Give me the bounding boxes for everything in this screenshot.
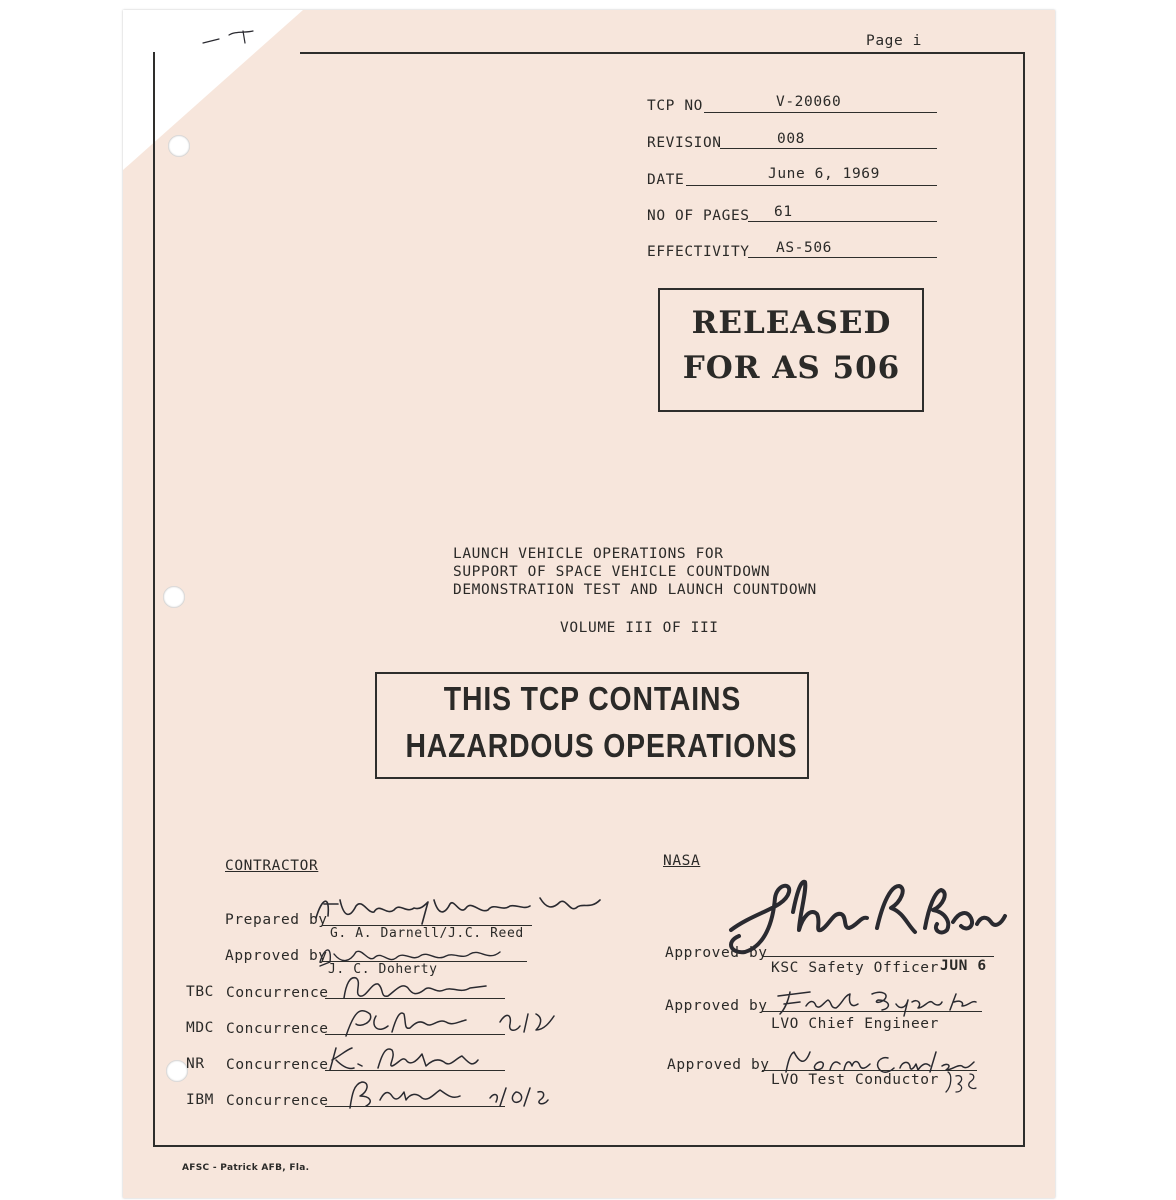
prepared-by-label: Prepared by (225, 912, 328, 928)
tcp-no-line (704, 112, 937, 113)
prepared-by-signature (310, 888, 610, 928)
page-number: Page i (866, 33, 922, 49)
effectivity-line (748, 257, 937, 258)
ksc-safety-signature (715, 872, 1015, 962)
date-label: DATE (647, 172, 685, 188)
revision-value: 008 (777, 131, 805, 147)
title-line-1: LAUNCH VEHICLE OPERATIONS FOR (453, 546, 724, 562)
approved-by-name: J. C. Doherty (328, 962, 438, 977)
safety-approved-label: Approved by (665, 945, 768, 961)
hazard-stamp-line1: THIS TCP CONTAINS (443, 680, 742, 717)
mdc-org: MDC (186, 1020, 214, 1036)
ibm-signature (340, 1074, 600, 1114)
chief-engineer-signature (770, 982, 990, 1016)
mdc-signature (340, 1002, 580, 1042)
released-stamp-line1: RELEASED (691, 305, 892, 341)
nasa-heading: NASA (663, 853, 701, 869)
effectivity-value: AS-506 (776, 240, 832, 256)
ibm-org: IBM (186, 1092, 214, 1108)
tbc-concurrence-label: Concurrence (226, 985, 329, 1001)
contractor-heading: CONTRACTOR (225, 858, 319, 874)
footer-printer-mark: AFSC - Patrick AFB, Fla. (182, 1163, 310, 1173)
safety-officer-title: KSC Safety Officer (771, 960, 939, 976)
released-stamp-line2: FOR AS 506 (682, 350, 901, 386)
approved-by-label: Approved by (225, 948, 328, 964)
effectivity-label: EFFECTIVITY (647, 244, 750, 260)
date-value: June 6, 1969 (768, 166, 880, 182)
prepared-by-names: G. A. Darnell/J.C. Reed (330, 926, 524, 941)
test-conductor-approved-label: Approved by (667, 1057, 770, 1073)
nr-org: NR (186, 1056, 205, 1072)
tbc-signature (336, 970, 496, 1004)
title-line-2: SUPPORT OF SPACE VEHICLE COUNTDOWN (453, 564, 771, 580)
nr-page-fold-mark (195, 25, 265, 55)
test-conductor-title: LVO Test Conductor (771, 1072, 939, 1088)
nr-signature (322, 1040, 512, 1076)
mdc-concurrence-label: Concurrence (226, 1021, 329, 1037)
volume-label: VOLUME III OF III (560, 620, 719, 636)
date-line (686, 185, 937, 186)
chief-engineer-title: LVO Chief Engineer (771, 1016, 939, 1032)
tcp-no-value: V-20060 (776, 94, 842, 110)
revision-label: REVISION (647, 135, 722, 151)
pages-line (748, 221, 937, 222)
hazard-stamp-line2: HAZARDOUS OPERATIONS (405, 727, 798, 764)
page-border-top (300, 52, 1023, 54)
approved-by-signature (314, 940, 524, 970)
nr-concurrence-label: Concurrence (226, 1057, 329, 1073)
tbc-org: TBC (186, 984, 214, 1000)
pages-label: NO OF PAGES (647, 208, 750, 224)
chief-engineer-approved-label: Approved by (665, 998, 768, 1014)
test-conductor-initials (942, 1064, 982, 1098)
ibm-concurrence-label: Concurrence (226, 1093, 329, 1109)
title-line-3: DEMONSTRATION TEST AND LAUNCH COUNTDOWN (453, 582, 817, 598)
received-stamp-fragment: JUN 6 (940, 958, 987, 974)
pages-value: 61 (774, 204, 793, 220)
revision-line (720, 148, 937, 149)
tcp-no-label: TCP NO (647, 98, 703, 114)
